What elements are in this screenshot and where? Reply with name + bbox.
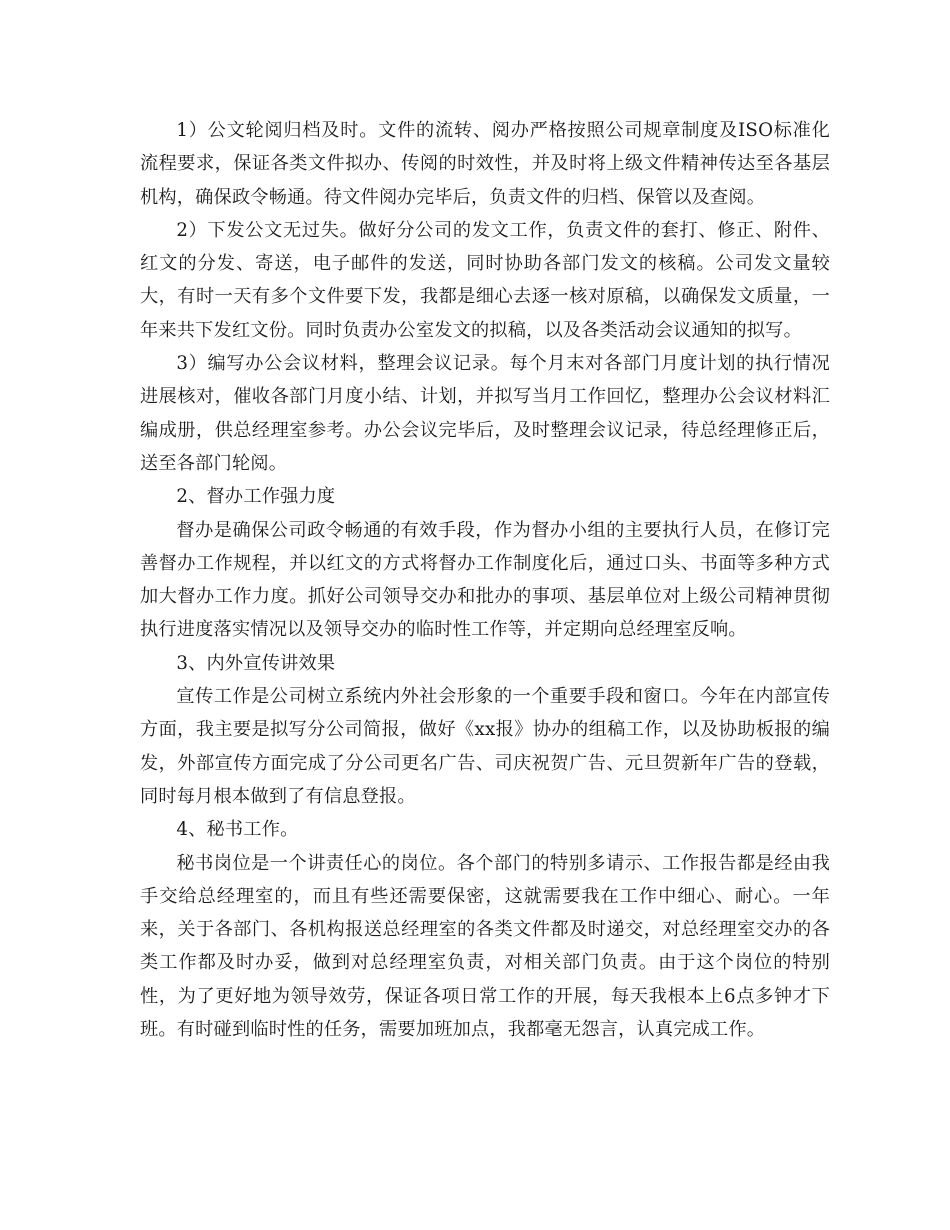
paragraph-issuing: 2）下发公文无过失。做好分公司的发文工作，负责文件的套打、修正、附件、红文的分发、寄送，电子邮件的发送，同时协助各部门发文的核稿。公司发文量较大，有时一天有多个文件要下发，我都是细心去逐一核对原稿，以确保发文质量，一年来共下发红文份。同时负责办公室发文的拟稿，以及各类活动会议通知的拟写。 (140, 219, 830, 341)
paragraph-supervision: 督办是确保公司政令畅通的有效手段，作为督办小组的主要执行人员，在修订完善督办工作规程，并以红文的方式将督办工作制度化后，通过口头、书面等多种方式加大督办工作力度。抓好公司领导交办和批办的事项、基层单位对上级公司精神贯彻执行进度落实情况以及领导交办的临时性工作等，并定期向总经理室反响。 (140, 519, 830, 641)
section-heading-publicity: 3、内外宣传讲效果 (176, 652, 336, 674)
paragraph-meeting-materials: 3）编写办公会议材料，整理会议记录。每个月末对各部门月度计划的执行情况进展核对，催收各部门月度小结、计划，并拟写当月工作回忆，整理办公会议材料汇编成册，供总经理室参考。办公会议完毕后，及时整理会议记录，待总经理修正后，送至各部门轮阅。 (140, 353, 830, 474)
paragraph-secretary: 秘书岗位是一个讲责任心的岗位。各个部门的特别多请示、工作报告都是经由我手交给总经理室的，而且有些还需要保密，这就需要我在工作中细心、耐心。一年来，关于各部门、各机构报送总经理室的各类文件都及时递交，对总经理室交办的各类工作都及时办妥，做到对总经理室负责，对相关部门负责。由于这个岗位的特别性，为了更好地为领导效劳，保证各项日常工作的开展，每天我根本上6点多钟才下班。有时碰到临时性的任务，需要加班加点，我都毫无怨言，认真完成工作。 (140, 852, 830, 1041)
paragraph-archiving: 1）公文轮阅归档及时。文件的流转、阅办严格按照公司规章制度及ISO标准化流程要求，保证各类文件拟办、传阅的时效性，并及时将上级文件精神传达至各基层机构，确保政令畅通。待文件阅办完毕后，负责文件的归档、保管以及查阅。 (140, 120, 830, 208)
document-body (140, 114, 830, 1046)
section-heading-secretary: 4、秘书工作。 (176, 819, 299, 841)
paragraph-publicity: 宣传工作是公司树立系统内外社会形象的一个重要手段和窗口。今年在内部宣传方面，我主要是拟写分公司简报，做好《xx报》协办的组稿工作，以及协助板报的编发，外部宣传方面完成了分公司更名广告、司庆祝贺广告、元旦贺新年广告的登载，同时每月根本做到了有信息登报。 (140, 686, 830, 807)
section-heading-supervision: 2、督办工作强力度 (176, 486, 336, 508)
